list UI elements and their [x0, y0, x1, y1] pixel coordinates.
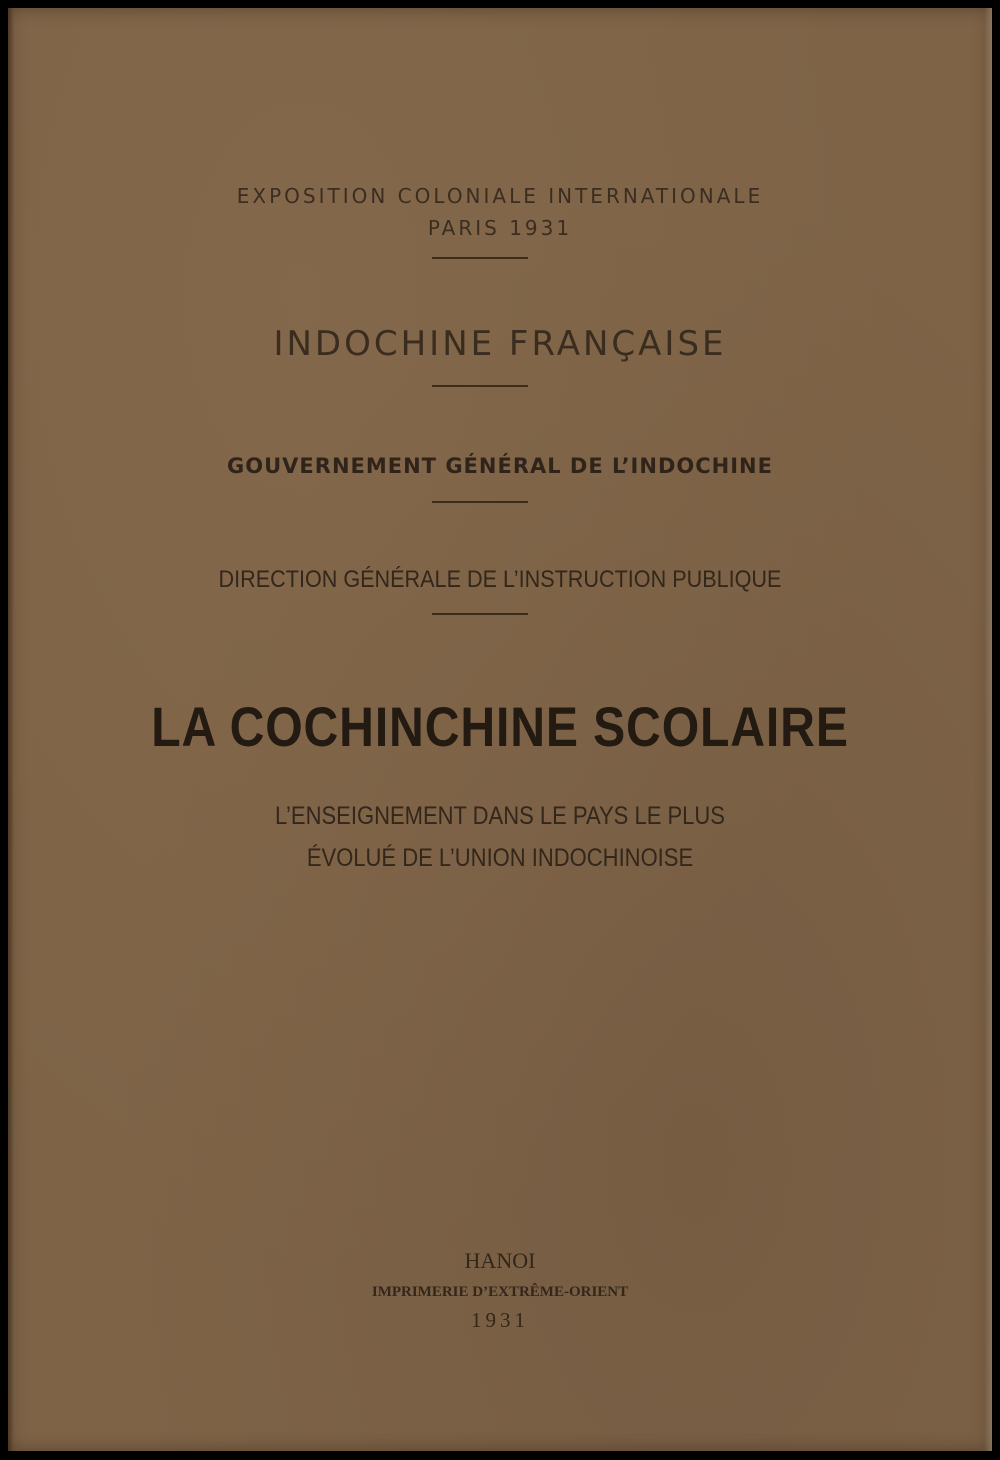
divider-rule-4 — [432, 613, 528, 615]
subtitle-line-2: ÉVOLUÉ DE L’UNION INDOCHINOISE — [306, 844, 694, 872]
divider-rule-2 — [432, 385, 528, 387]
subtitle-line-1: L’ENSEIGNEMENT DANS LE PAYS LE PLUS — [275, 802, 725, 830]
government-heading: GOUVERNEMENT GÉNÉRAL DE L’INDOCHINE — [227, 454, 773, 478]
exposition-heading: EXPOSITION COLONIALE INTERNATIONALE — [236, 184, 764, 208]
divider-rule-3 — [432, 501, 528, 503]
book-title: LA COCHINCHINE SCOLAIRE — [151, 695, 849, 758]
divider-rule-1 — [432, 257, 528, 259]
publication-city: HANOI — [464, 1248, 536, 1273]
publication-year: 1931 — [471, 1308, 529, 1332]
book-cover — [8, 8, 992, 1451]
direction-heading: DIRECTION GÉNÉRALE DE L’INSTRUCTION PUBLIQUE — [218, 566, 782, 593]
region-heading: INDOCHINE FRANÇAISE — [273, 324, 727, 364]
exposition-place: PARIS 1931 — [427, 216, 573, 240]
printer-name: IMPRIMERIE D’EXTRÊME-ORIENT — [371, 1284, 629, 1300]
